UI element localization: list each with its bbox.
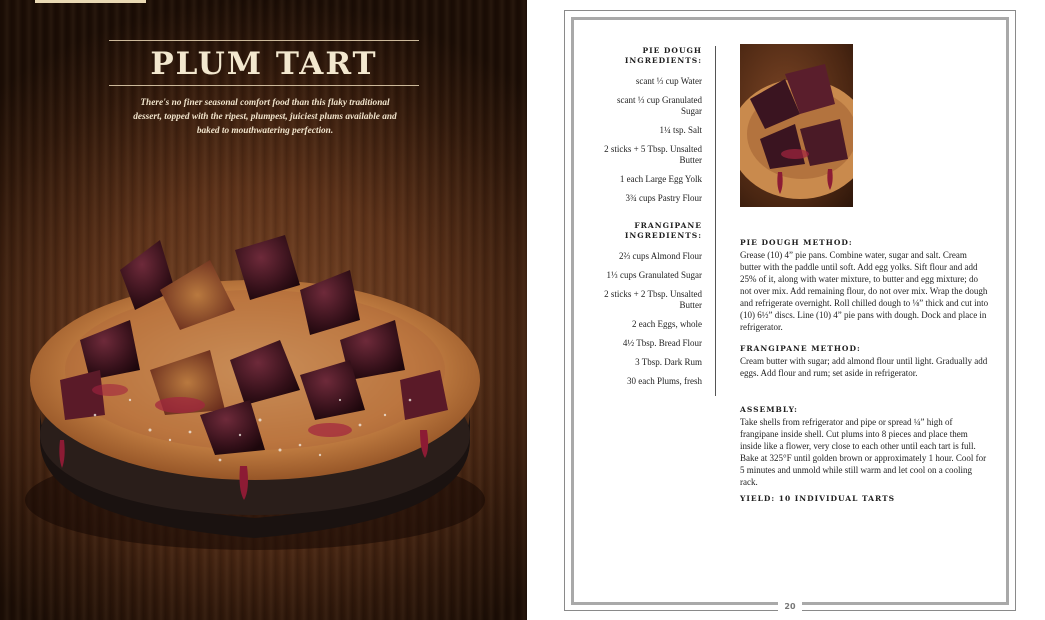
frangipane-method-text: Cream butter with sugar; add almond flour until light. Gradually add eggs. Add flour and rum; set aside in refrigerator. xyxy=(740,356,988,378)
tart-closeup-photo xyxy=(740,44,853,207)
ingredient-item: 2⅔ cups Almond Flour xyxy=(618,251,702,261)
pie-dough-method xyxy=(740,238,990,333)
ingredient-item: 2 sticks + 2 Tbsp. Unsalted Butter xyxy=(604,289,702,310)
frangipane-method-heading: FRANGIPANE METHOD: xyxy=(740,344,861,353)
ingredient-item: 3¾ cups Pastry Flour xyxy=(625,193,702,203)
ingredient-item: 30 each Plums, fresh xyxy=(627,376,702,386)
assembly-text: Take shells from refrigerator and pipe or spread ¼” high of frangipane inside shell. Cut plums into 8 pieces and place them inside like a flower, very close to each other until each tart is full. Bake at 325°F until golden brown or approximately 1 hour. Cool for 5 minutes and unmold while still warm and let cool on a cooling rack. xyxy=(740,417,987,487)
ingredient-item: 1 each Large Egg Yolk xyxy=(619,174,702,184)
plum-tart-photo xyxy=(0,200,527,590)
ingredient-item: 3 Tbsp. Dark Rum xyxy=(635,357,702,367)
frangipane-ingredients-heading: FRANGIPANE INGREDIENTS: xyxy=(624,221,702,240)
ingredient-item: scant ⅓ cup Water xyxy=(635,76,702,86)
title-rule-top xyxy=(109,40,419,41)
frangipane-method xyxy=(740,344,990,379)
ingredient-item: 4½ Tbsp. Bread Flour xyxy=(622,338,702,348)
ingredient-item: 1⅓ cups Granulated Sugar xyxy=(606,270,702,280)
ingredient-item: 2 sticks + 5 Tbsp. Unsalted Butter xyxy=(604,144,702,165)
title-rule-bottom xyxy=(109,85,419,86)
column-divider xyxy=(715,46,716,396)
pie-dough-method-heading: PIE DOUGH METHOD: xyxy=(740,238,853,247)
pie-dough-ingredients-heading: PIE DOUGH INGREDIENTS: xyxy=(624,46,702,65)
ingredient-item: 2 each Eggs, whole xyxy=(632,319,702,329)
assembly-method xyxy=(740,405,990,488)
ingredient-item: 1¼ tsp. Salt xyxy=(659,125,702,135)
pie-dough-method-text: Grease (10) 4” pie pans. Combine water, sugar and salt. Cream butter with the paddle until soft. Add egg yolks. Sift flour and add 25% of it, along with water mixture, to butter and egg mixture; do not over mix. Add remaining flour, do not over mix. Wrap the dough and refrigerate overnight. Roll chilled dough to ⅛” thick and cut into (10) 6½” discs. Line (10) 4” pie pans with dough. Dock and place in refrigerator. xyxy=(740,250,989,332)
pie-dough-ingredients xyxy=(597,46,702,212)
page-number: 20 xyxy=(778,600,802,614)
page-title: PLUM TART xyxy=(150,46,378,82)
top-tab-marker xyxy=(35,0,146,3)
ingredient-item: scant ⅓ cup Granulated Sugar xyxy=(617,95,702,116)
intro-paragraph: There's no finer seasonal comfort food than this flaky traditional dessert, topped with the ripest, plumpest, juiciest plums available and baked to mouthwatering perfection. xyxy=(133,98,397,136)
yield-line: YIELD: 10 INDIVIDUAL TARTS xyxy=(740,494,896,503)
frangipane-ingredients xyxy=(597,221,702,395)
right-page-recipe xyxy=(527,0,1045,620)
assembly-heading: ASSEMBLY: xyxy=(740,405,798,414)
